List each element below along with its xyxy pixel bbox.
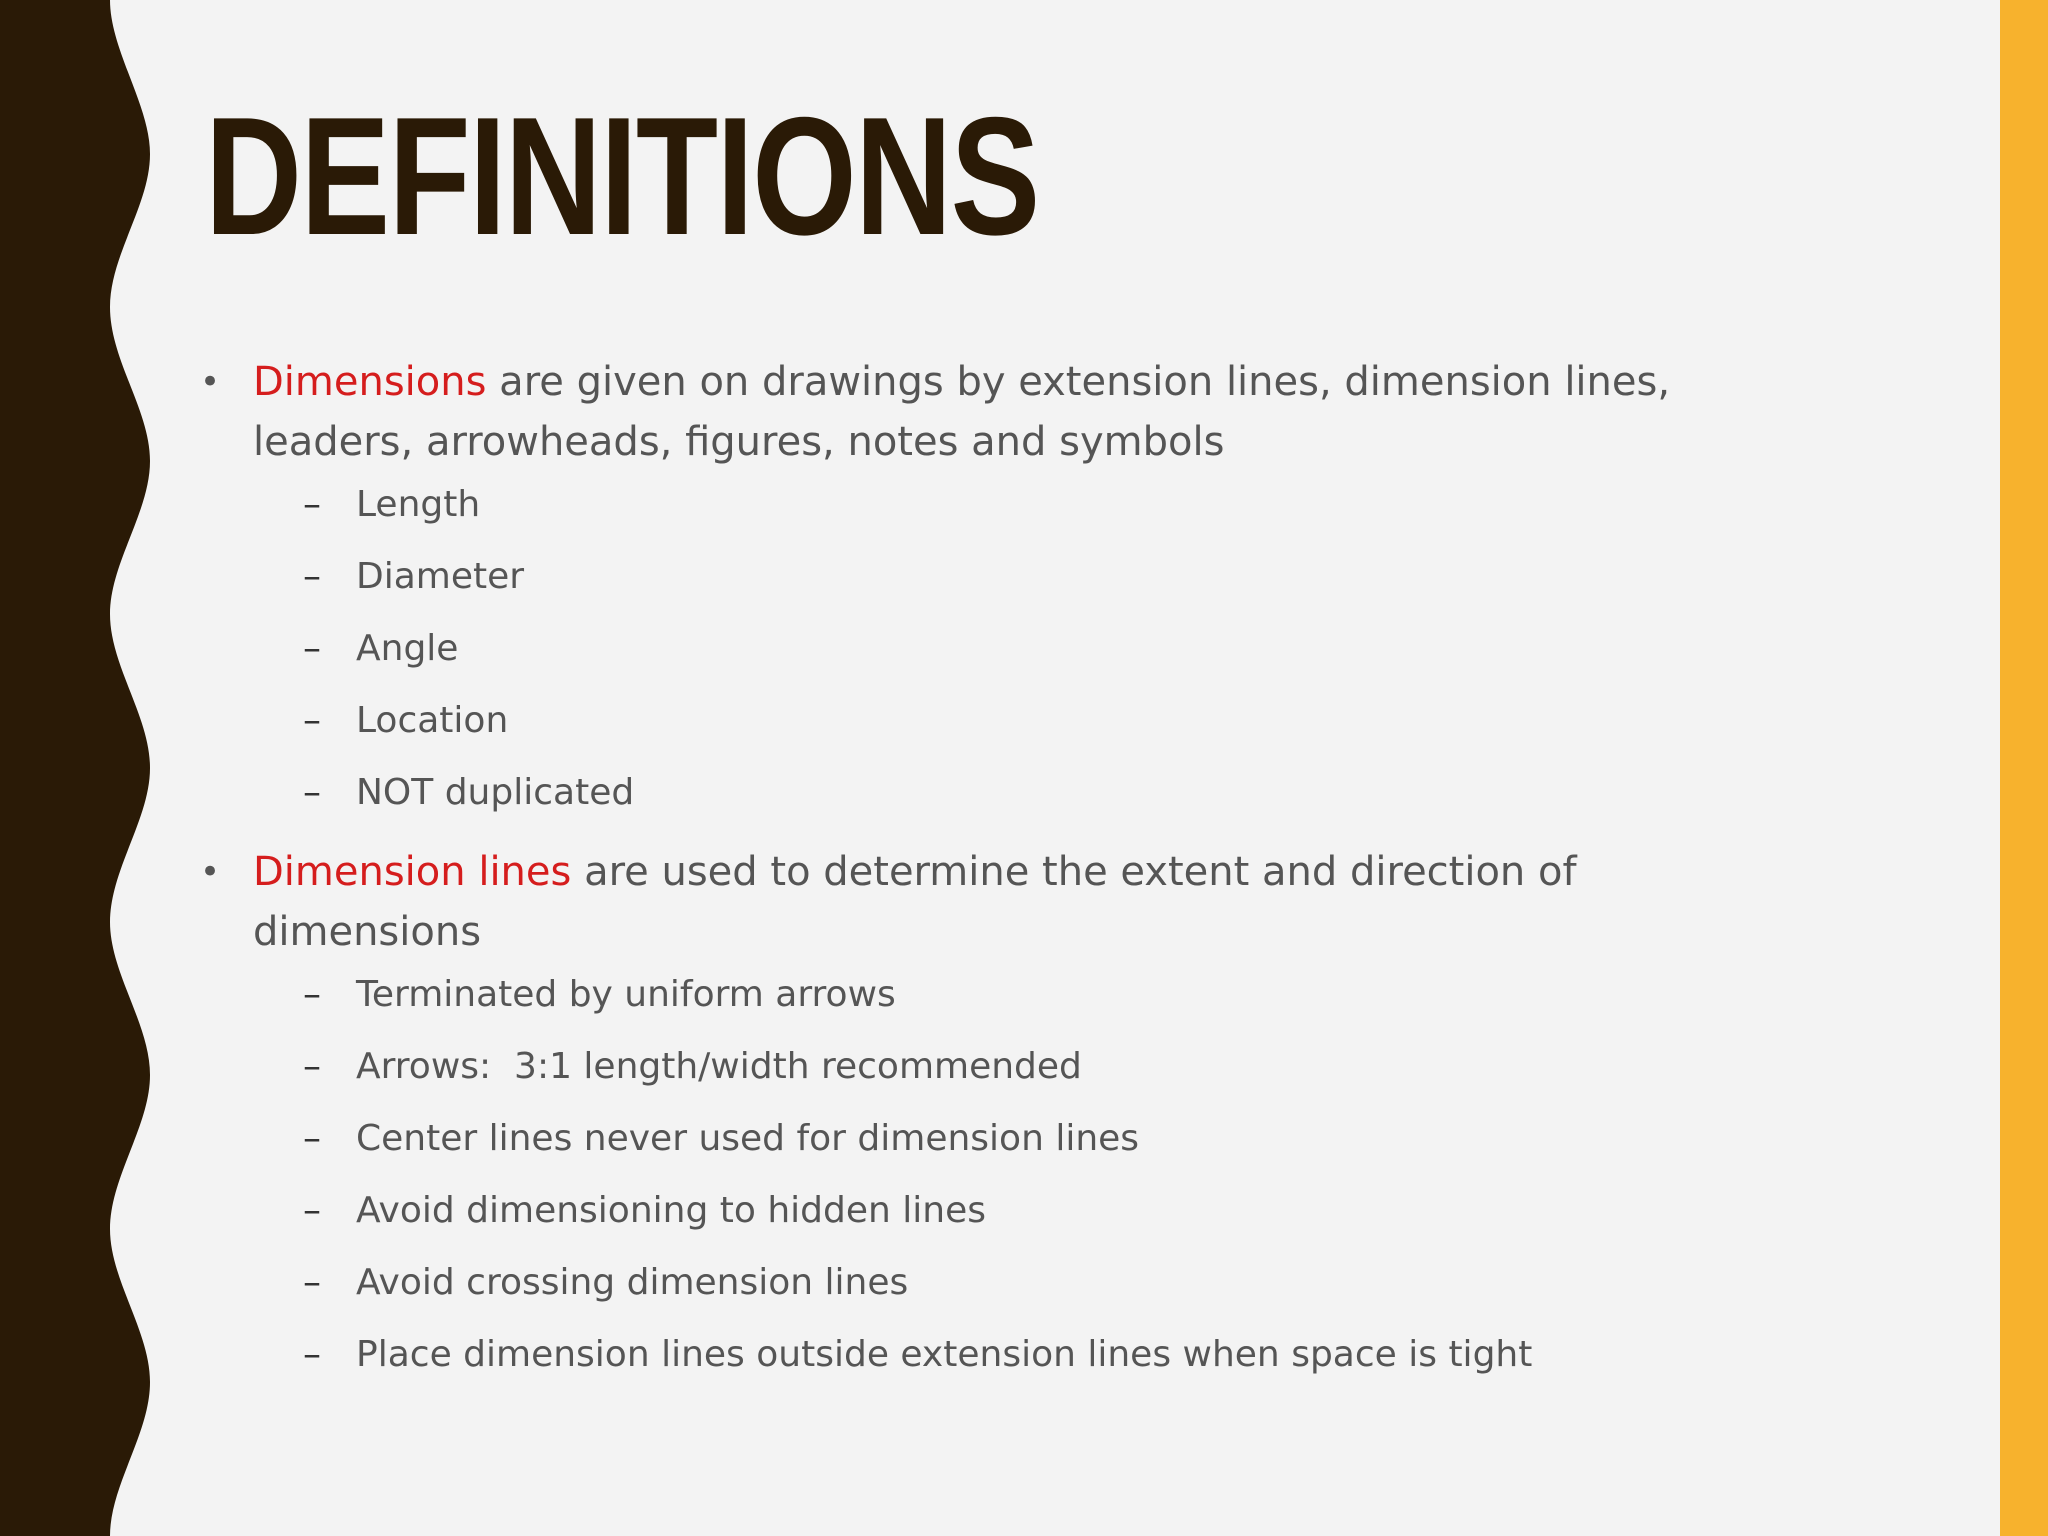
dash-icon: – [303, 1262, 321, 1303]
sub-item [200, 482, 1740, 528]
dash-icon: – [303, 556, 321, 597]
sub-item-text: Avoid crossing dimension lines [356, 1262, 909, 1303]
sub-item [200, 1116, 1740, 1162]
sub-item [200, 554, 1740, 600]
sub-item [200, 1260, 1740, 1306]
bullet-dimension-lines [200, 842, 1740, 962]
sub-item-text: Diameter [356, 556, 525, 597]
bullet-text: are used to determine the extent and direction of dimensions [253, 849, 1577, 955]
sub-item [200, 1044, 1740, 1090]
sub-item-text: Arrows: 3:1 length/width recommended [356, 1046, 1082, 1087]
sub-item-text: Place dimension lines outside extension lines when space is tight [356, 1334, 1533, 1375]
dash-icon: – [303, 700, 321, 741]
bullet-text: are given on drawings by extension lines, dimension lines, leaders, arrowheads, figures, notes and symbols [253, 359, 1671, 465]
bullet-list [200, 352, 1740, 1404]
sub-item [200, 770, 1740, 816]
wavy-decorative-band [0, 0, 200, 1536]
bullet-dimensions [200, 352, 1740, 472]
dash-icon: – [303, 772, 321, 813]
slide-title: DEFINITIONS [205, 82, 1039, 270]
dash-icon: – [303, 628, 321, 669]
dash-icon: – [303, 484, 321, 525]
dash-icon: – [303, 1190, 321, 1231]
wavy-band-shape [0, 0, 150, 1536]
term-dimension-lines: Dimension lines [253, 849, 572, 895]
accent-bar [2000, 0, 2048, 1536]
sub-item-text: Center lines never used for dimension lines [356, 1118, 1140, 1159]
term-dimensions: Dimensions [253, 359, 487, 405]
dash-icon: – [303, 974, 321, 1015]
sub-item [200, 1332, 1740, 1378]
dash-icon: – [303, 1118, 321, 1159]
sub-item-text: Length [356, 484, 481, 525]
sub-item-text: Terminated by uniform arrows [356, 974, 896, 1015]
dash-icon: – [303, 1334, 321, 1375]
bullet-dot-icon: • [200, 362, 221, 402]
sub-item [200, 626, 1740, 672]
sub-item [200, 972, 1740, 1018]
dash-icon: – [303, 1046, 321, 1087]
sub-item-text: Avoid dimensioning to hidden lines [356, 1190, 986, 1231]
bullet-dot-icon: • [200, 852, 221, 892]
sub-item-text: NOT duplicated [356, 772, 635, 813]
sub-list-dimensions [200, 482, 1740, 816]
sub-item-text: Location [356, 700, 509, 741]
sub-list-dimension-lines [200, 972, 1740, 1378]
sub-item-text: Angle [356, 628, 459, 669]
sub-item [200, 1188, 1740, 1234]
sub-item [200, 698, 1740, 744]
